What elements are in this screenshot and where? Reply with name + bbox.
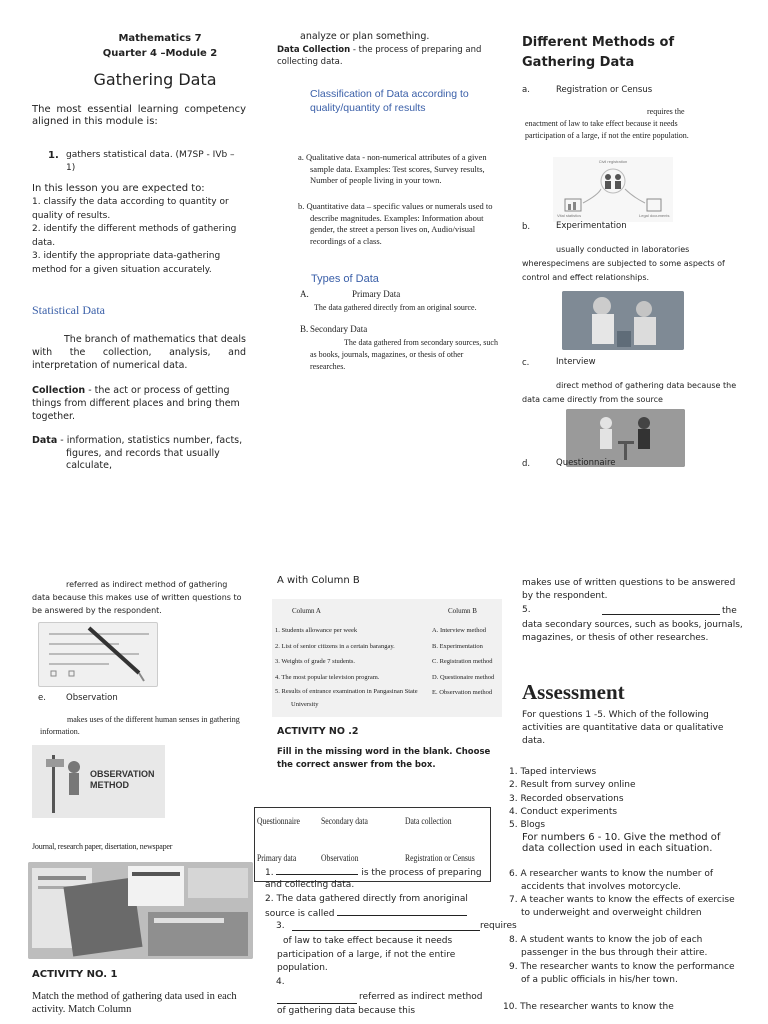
questionnaire-text: referred as indirect method of gathering data because this makes use of written questions to be answered by the respondent.	[32, 580, 242, 615]
assessment-item: 2. Result from survey online	[509, 780, 636, 791]
method-d-title: Questionnaire	[556, 458, 616, 468]
column-a-item: 3. Weights of grade 7 students.	[275, 658, 356, 665]
q3-number: 3.	[276, 921, 285, 931]
method-b-title: Experimentation	[556, 221, 627, 231]
activity-1-cont: A with Column B	[277, 575, 360, 586]
data-def-text: - information, statistics number, facts, figures, and records that usually calculate,	[57, 435, 243, 471]
assessment-items	[509, 766, 739, 832]
column-a-header: Column A	[292, 607, 321, 615]
census-label: Legal documents	[639, 213, 670, 218]
method-e-title: Observation	[66, 693, 118, 703]
intro-text: The most essential learning competency aligned in this module is:	[32, 104, 246, 127]
word-bank-item: Primary data	[257, 853, 297, 863]
q3-text: of law to take effect because it needs participation of a large, if not the entire population.	[277, 936, 456, 973]
assessment-question: 9. The researcher wants to know the performance of a public officials in his/her town.	[509, 962, 735, 986]
data-definition	[32, 435, 246, 473]
classification-heading: Classification of Data according to quality/quantity of results	[310, 88, 469, 114]
answer-blank[interactable]	[292, 921, 480, 931]
competency-number: 1.	[48, 150, 59, 161]
type-b-definition: The data gathered from secondary sources, such as books, journals, magazines, or thesis of other researches.	[310, 338, 498, 371]
quantitative-item: b. Quantitative data – specific values or numerals used to describe magnitudes. Examples: Information about gender, the street a person lives on, Audio/visual recordings of a class.	[298, 201, 493, 246]
word-bank-item: Registration or Census	[405, 853, 475, 863]
q4-number: 4.	[276, 977, 285, 987]
data-collection-term: Data Collection	[277, 45, 351, 55]
data-collection-def-text: - the process of preparing and collecting data.	[277, 45, 482, 67]
answer-blank[interactable]	[337, 906, 467, 916]
observation-method-label: OBSERVATION METHOD	[90, 769, 155, 790]
column-b-item: B. Experimentation	[432, 642, 483, 650]
collection-definition	[32, 384, 246, 423]
activity-2-heading: ACTIVITY NO .2	[277, 726, 359, 737]
word-bank-item: Questionnaire	[257, 816, 300, 826]
q3-requires: requires	[480, 921, 517, 931]
module-header: Quarter 4 –Module 2	[102, 48, 218, 59]
word-bank-item: Data collection	[405, 816, 452, 826]
method-e-text: makes uses of the different human senses in gathering information.	[40, 715, 240, 736]
journal-caption: Journal, research paper, disertation, newspaper	[32, 842, 173, 851]
column-a-item: 2. List of senior citizens in a certain barangay.	[275, 642, 395, 650]
activity-1-heading: ACTIVITY NO. 1	[32, 969, 118, 980]
fill-question-1	[265, 865, 490, 891]
expected-heading: In this lesson you are expected to:	[32, 183, 205, 194]
q1-text: is the process of preparing and collecting data.	[265, 868, 482, 890]
q5-text: the data secondary sources, such as books, journals, magazines, or thesis of other researches.	[522, 606, 743, 643]
method-c-text: direct method of gathering data because the data came directly from the source	[522, 381, 737, 404]
qualitative-item: a. Qualitative data - non-numerical attributes of a given sample data. Examples: Test scores, Survey results, Number of people living in your town.	[298, 152, 487, 185]
q2-text: 2. The data gathered directly from anoriginal source is called	[265, 894, 468, 919]
census-label: Vital statistics	[557, 213, 582, 218]
method-d-label: d.	[522, 459, 531, 469]
assessment-instructions-2: For numbers 6 - 10. Give the method of data collection used in each situation.	[522, 832, 721, 854]
assessment-item: 3. Recorded observations	[509, 793, 624, 804]
type-a-definition: The data gathered directly from an original source.	[314, 303, 477, 312]
column-a-item: 4. The most popular television program.	[275, 673, 380, 681]
collection-term: Collection	[32, 385, 86, 396]
assessment-item: 5. Blogs	[509, 820, 546, 831]
column-a-item: 5. Results of entrance examination in Pangasinan State University	[275, 688, 418, 708]
matching-table	[272, 599, 502, 717]
assessment-item: 4. Conduct experiments	[509, 806, 618, 817]
column-b-item: A. Interview method	[432, 627, 486, 634]
type-b-title: Secondary Data	[310, 324, 368, 334]
column-a-item: 1. Students allowance per week	[275, 627, 358, 634]
census-illustration	[553, 157, 673, 222]
method-a-title: Registration or Census	[556, 85, 653, 95]
column-b-list	[432, 623, 502, 701]
column-b-header: Column B	[448, 607, 477, 615]
types-heading: Types of Data	[311, 273, 379, 285]
expected-item: 3. identify the appropriate data-gathering method for a given situation accurately.	[32, 251, 221, 275]
type-b-label: B.	[300, 324, 309, 334]
assessment-item: 1. Taped interviews	[509, 767, 597, 777]
word-bank-item: Observation	[321, 853, 359, 863]
methods-heading: Different Methods of Gathering Data	[522, 35, 675, 70]
type-a-label: A.	[300, 289, 309, 299]
q1-number: 1.	[265, 868, 274, 878]
type-a-title: Primary Data	[352, 289, 401, 299]
column-b-item: E. Observation method	[432, 689, 493, 696]
method-e-label: e.	[38, 693, 46, 703]
word-bank-item: Secondary data	[321, 816, 368, 826]
page-title: Gathering Data	[93, 70, 217, 89]
assessment-question: 8. A student wants to know the job of each passenger in the bus through their attire.	[509, 935, 708, 959]
column-b-item: C. Registration method	[432, 658, 493, 665]
assessment-question: 7. A teacher wants to know the effects of exercise to underweight and overweight children	[509, 895, 735, 919]
collection-def-text: - the act or process of getting things from different places and bring them together.	[32, 385, 240, 422]
data-collection-definition	[277, 44, 502, 68]
activity-2-instructions: Fill in the missing word in the blank. Choose the correct answer from the box.	[277, 747, 491, 770]
method-c-label: c.	[522, 358, 530, 368]
assessment-question: 10. The researcher wants to know the	[503, 1002, 674, 1012]
statistical-data-heading: Statistical Data	[32, 303, 105, 317]
assessment-heading: Assessment	[522, 680, 625, 704]
method-a-label: a.	[522, 85, 530, 95]
method-a-text: requires the enactment of law to take effect because it needs participation of a large, if not the entire population.	[525, 107, 689, 140]
q4-text: referred as indirect method of gathering data because this	[277, 992, 483, 1016]
observation-illustration	[32, 745, 165, 818]
assessment-question: 6. A researcher wants to know the number of accidents that involves motorcycle.	[509, 869, 713, 893]
analyze-cont: analyze or plan something.	[300, 31, 430, 42]
column-a-list	[275, 623, 435, 711]
q4-cont: makes use of written questions to be answered by the respondent.	[522, 578, 736, 601]
journals-collage	[28, 862, 253, 959]
method-c-title: Interview	[556, 357, 596, 367]
questionnaire-photo	[38, 622, 158, 687]
competency-text: gathers statistical data. (M7SP - IVb – 1)	[66, 150, 235, 173]
answer-blank[interactable]	[276, 865, 358, 875]
fill-question-2	[265, 893, 495, 921]
statistical-data-definition: The branch of mathematics that deals with the collection, analysis, and interpretation of numerical data.	[32, 334, 246, 371]
assessment-instructions-1: For questions 1 -5. Which of the following activities are quantitative data or qualitative data.	[522, 710, 724, 746]
method-b-text: usually conducted in laboratories wherespecimens are subjected to some aspects of control and effect relationships.	[522, 245, 725, 282]
method-b-label: b.	[522, 222, 531, 232]
q5-number: 5.	[522, 605, 531, 615]
subject-header: Mathematics 7	[118, 33, 202, 44]
expected-item: 2. identify the different methods of gathering data.	[32, 224, 237, 248]
expected-item: 1. classify the data according to quantity or quality of results.	[32, 197, 229, 221]
experimentation-photo	[562, 291, 684, 350]
data-term: Data	[32, 435, 58, 446]
column-b-item: D. Questionaire method	[432, 673, 495, 681]
activity-1-instructions: Match the method of gathering data used in each activity. Match Column	[32, 991, 237, 1015]
expected-list	[32, 196, 246, 277]
census-label: Civil registration	[598, 159, 628, 164]
